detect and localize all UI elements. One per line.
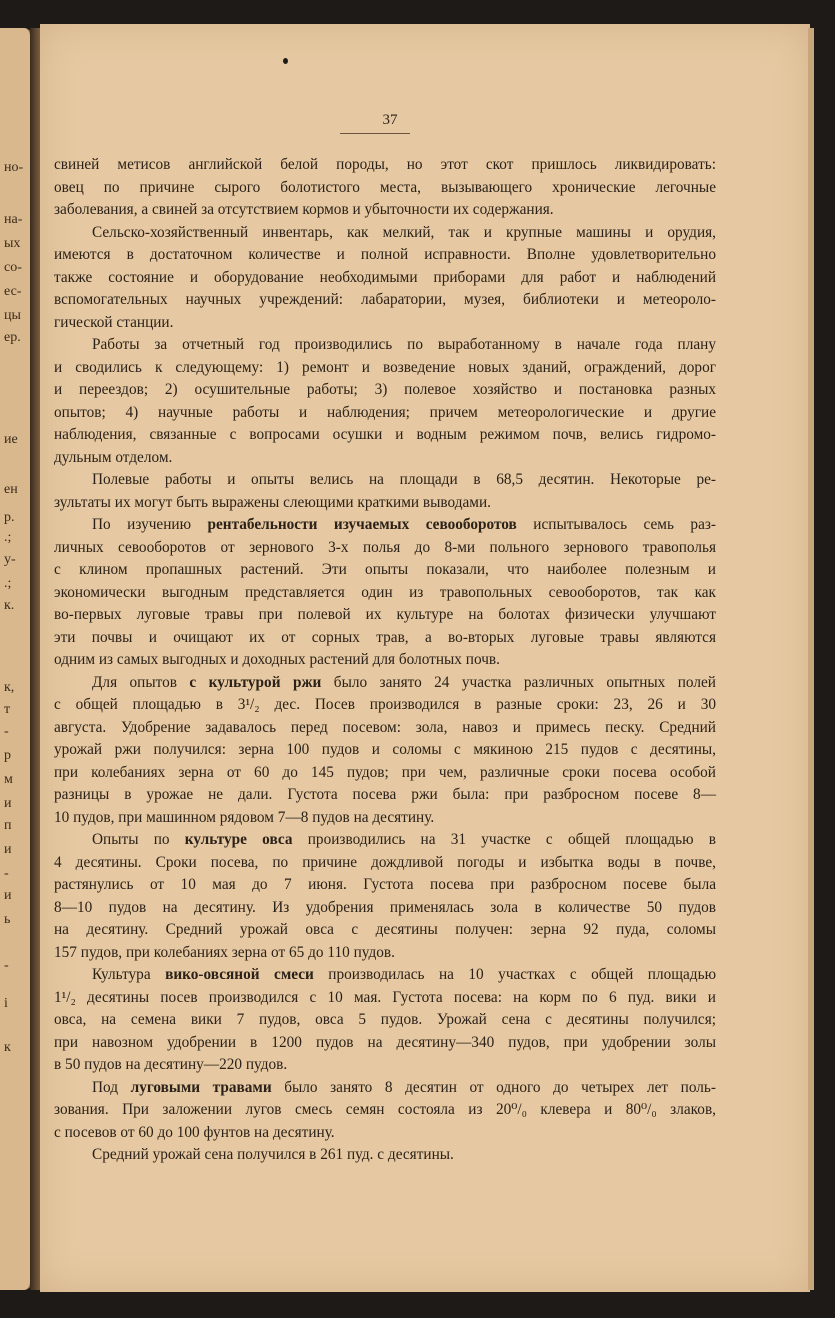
text-line: гической станции.: [54, 313, 174, 331]
facing-page-fragment: ых: [4, 236, 21, 251]
text-line: 1¹/₂ десятины посев производился с 10 мая. Густота посева: на корм по 6 пуд. вики и: [54, 988, 716, 1006]
body-text: [54, 154, 716, 1167]
facing-page-fragment: -: [4, 866, 9, 881]
text-line: урожай ржи получился: зерна 100 пудов и соломы с мякиною 215 пудов с десятины,: [54, 741, 716, 758]
facing-page-fragment: і: [4, 996, 8, 1011]
text-line: в 50 пудов на десятину—220 пудов.: [54, 1056, 288, 1073]
text-line: при колебаниях зерна от 60 до 145 пудов; при чем, различные сроки посева особой: [54, 763, 716, 781]
text-line: имеются в достаточном количестве и полной исправности. Вполне удовлетворительно: [54, 246, 716, 263]
emphasized-term: вико-овсяной смеси: [165, 966, 314, 983]
facing-page-fragment: т: [4, 702, 11, 717]
facing-page-fragment: и: [4, 796, 12, 811]
text-line: разницы в урожае не дали. Густота посева ржи была: при разбросном посеве 8—: [54, 786, 716, 803]
text-line: августа. Удобрение задавалось перед посевом: зола, навоз и примесь песку. Средний: [54, 718, 716, 736]
text-line: при навозном удобрении в 1200 пудов на десятину—340 пудов, при удобрении золы: [54, 1033, 716, 1051]
book-gutter: [30, 28, 40, 1290]
text-line: также состояние и оборудование необходимыми приборами для работ и наблюдений: [54, 268, 716, 286]
text-line: овса, на семена вики 7 пудов, овса 5 пудов. Урожай сена с десятины получился;: [54, 1011, 716, 1028]
text-line: Работы за отчетный год производились по выработанному в начале года плану: [92, 336, 716, 353]
text-line: Сельско-хозяйственный инвентарь, как мелкий, так и крупные машины и орудия,: [92, 223, 716, 241]
text-line: зультаты их могут быть выражены слеющими краткими выводами.: [54, 493, 491, 511]
facing-page-fragment: и: [4, 842, 12, 857]
facing-page-fragment: -: [4, 724, 9, 739]
text-line: дульным отделом.: [54, 448, 173, 466]
text-line: опытов; 4) научные работы и наблюдения; причем метеорологические и другие: [54, 403, 716, 421]
facing-page-fragment: ер.: [4, 330, 21, 345]
text-run: производилась на 10 участках с общей площадью: [313, 966, 716, 983]
text-run: было занято 8 десятин от одного до четырех лет поль-: [271, 1078, 716, 1096]
facing-page-fragment: у-: [4, 552, 16, 567]
text-line: растянулись от 10 мая до 7 июня. Густота посева при разбросном посеве была: [54, 876, 716, 893]
text-run: Для опытов: [92, 673, 190, 691]
text-run: Опыты по: [92, 831, 185, 848]
facing-page-fragment: .;: [4, 576, 12, 591]
text-line: свиней метисов английской белой породы, но этот скот пришлось ликвидировать:: [54, 156, 716, 173]
text-line: во-первых луговые травы при полевой их культуре на болотах физически улучшают: [54, 606, 716, 623]
facing-page-fragment: р: [4, 748, 11, 763]
text-line: 10 пудов, при машинном рядовом 7—8 пудов на десятину.: [54, 808, 435, 826]
text-line: 8—10 пудов на десятину. Из удобрения применялась зола в количестве 50 пудов: [54, 898, 716, 916]
ink-dot: [283, 58, 288, 64]
text-line: и сводились к следующему: 1) ремонт и возведение новых зданий, ограждений, дорог: [54, 358, 716, 376]
text-line: одним из самых выгодных и доходных растений для болотных почв.: [54, 651, 500, 668]
text-line: [54, 964, 716, 987]
facing-page-fragment: цы: [4, 308, 21, 323]
text-line: Средний урожай сена получился в 261 пуд. с десятины.: [92, 1146, 454, 1163]
facing-page-edge: [0, 28, 32, 1290]
text-line: [54, 672, 716, 695]
emphasized-term: с культурой ржи: [189, 673, 322, 691]
text-run: испытывалось семь раз-: [516, 516, 716, 533]
text-line: с общей площадью в 3¹/₂ дес. Посев производился в разные сроки: 23, 26 и 30: [54, 696, 716, 713]
text-run: Культура: [92, 966, 166, 983]
text-line: наблюдения, связанные с вопросами осушки и водным режимом почв, велись гидромо-: [54, 426, 716, 443]
facing-page-fragment: но-: [4, 160, 24, 175]
facing-page-fragment: со-: [4, 260, 22, 275]
text-line: Полевые работы и опыты велись на площади в 68,5 десятин. Некоторые ре-: [92, 471, 716, 488]
facing-page-fragment: на-: [4, 212, 23, 227]
facing-page-fragment: .;: [4, 530, 12, 545]
facing-page-fragment: р.: [4, 510, 15, 525]
text-line: заболевания, а свиней за отсутствием кормов и убыточности их содержания.: [54, 201, 554, 218]
facing-page-fragment: ь: [4, 912, 11, 927]
text-line: и переездов; 2) осушительные работы; 3) полевое хозяйство и постановка разных: [54, 381, 716, 398]
text-line: [54, 829, 716, 852]
facing-page-text-fragments: [4, 28, 28, 1290]
text-line: зования. При заложении лугов смесь семян состояла из 20⁰/₀ клевера и 80⁰/₀ злаков,: [54, 1101, 716, 1118]
book-page: [40, 24, 810, 1292]
page-edge: [808, 28, 814, 1290]
text-line: с клином пропашных растений. Эти опыты показали, что наиболее полезным и: [54, 561, 716, 578]
emphasized-term: культуре овса: [184, 831, 293, 848]
page-number: 37: [382, 112, 398, 128]
facing-page-fragment: п: [4, 818, 12, 833]
facing-page-fragment: -: [4, 958, 9, 973]
facing-page-fragment: и: [4, 888, 12, 903]
facing-page-fragment: м: [4, 772, 13, 787]
facing-page-fragment: к.: [4, 598, 15, 613]
text-line: эти почвы и очищают их от сорных трав, а во-вторых луговые травы являются: [54, 628, 716, 646]
text-line: личных севооборотов от зернового 3-х полья до 8-ми польного зернового травополья: [54, 538, 716, 556]
facing-page-fragment: ие: [4, 432, 18, 447]
emphasized-term: луговыми травами: [130, 1078, 272, 1096]
text-run: Под: [92, 1078, 131, 1096]
text-run: По изучению: [92, 516, 208, 533]
text-line: 157 пудов, при колебаниях зерна от 65 до 110 пудов.: [54, 943, 395, 961]
text-run: производились на 31 участке с общей площадью в: [292, 831, 717, 848]
facing-page-fragment: ес-: [4, 284, 22, 299]
facing-page-fragment: к: [4, 1040, 11, 1055]
text-line: экономически выгодным представляется один из травопольных севооборотов, так как: [54, 583, 716, 601]
text-line: 4 десятины. Сроки посева, по причине дождливой погоды и избытка воды в почве,: [54, 853, 716, 871]
facing-page-fragment: ен: [4, 482, 18, 497]
text-line: [54, 1077, 716, 1100]
text-run: было занято 24 участка различных опытных полей: [321, 673, 716, 691]
text-line: вспомогательных научных учреждений: лабаратории, музея, библиотеки и метеороло-: [54, 291, 716, 308]
text-line: овец по причине сырого болотистого места, вызывающего хронические легочные: [54, 178, 716, 196]
facing-page-fragment: к,: [4, 680, 15, 695]
text-line: на десятину. Средний урожай овса с десятины получен: зерна 92 пуда, соломы: [54, 921, 716, 938]
page-number-rule: [340, 133, 410, 134]
text-line: [54, 514, 716, 537]
emphasized-term: рентабельности изучаемых севооборотов: [207, 516, 517, 533]
text-line: с посевов от 60 до 100 фунтов на десятину.: [54, 1123, 335, 1141]
